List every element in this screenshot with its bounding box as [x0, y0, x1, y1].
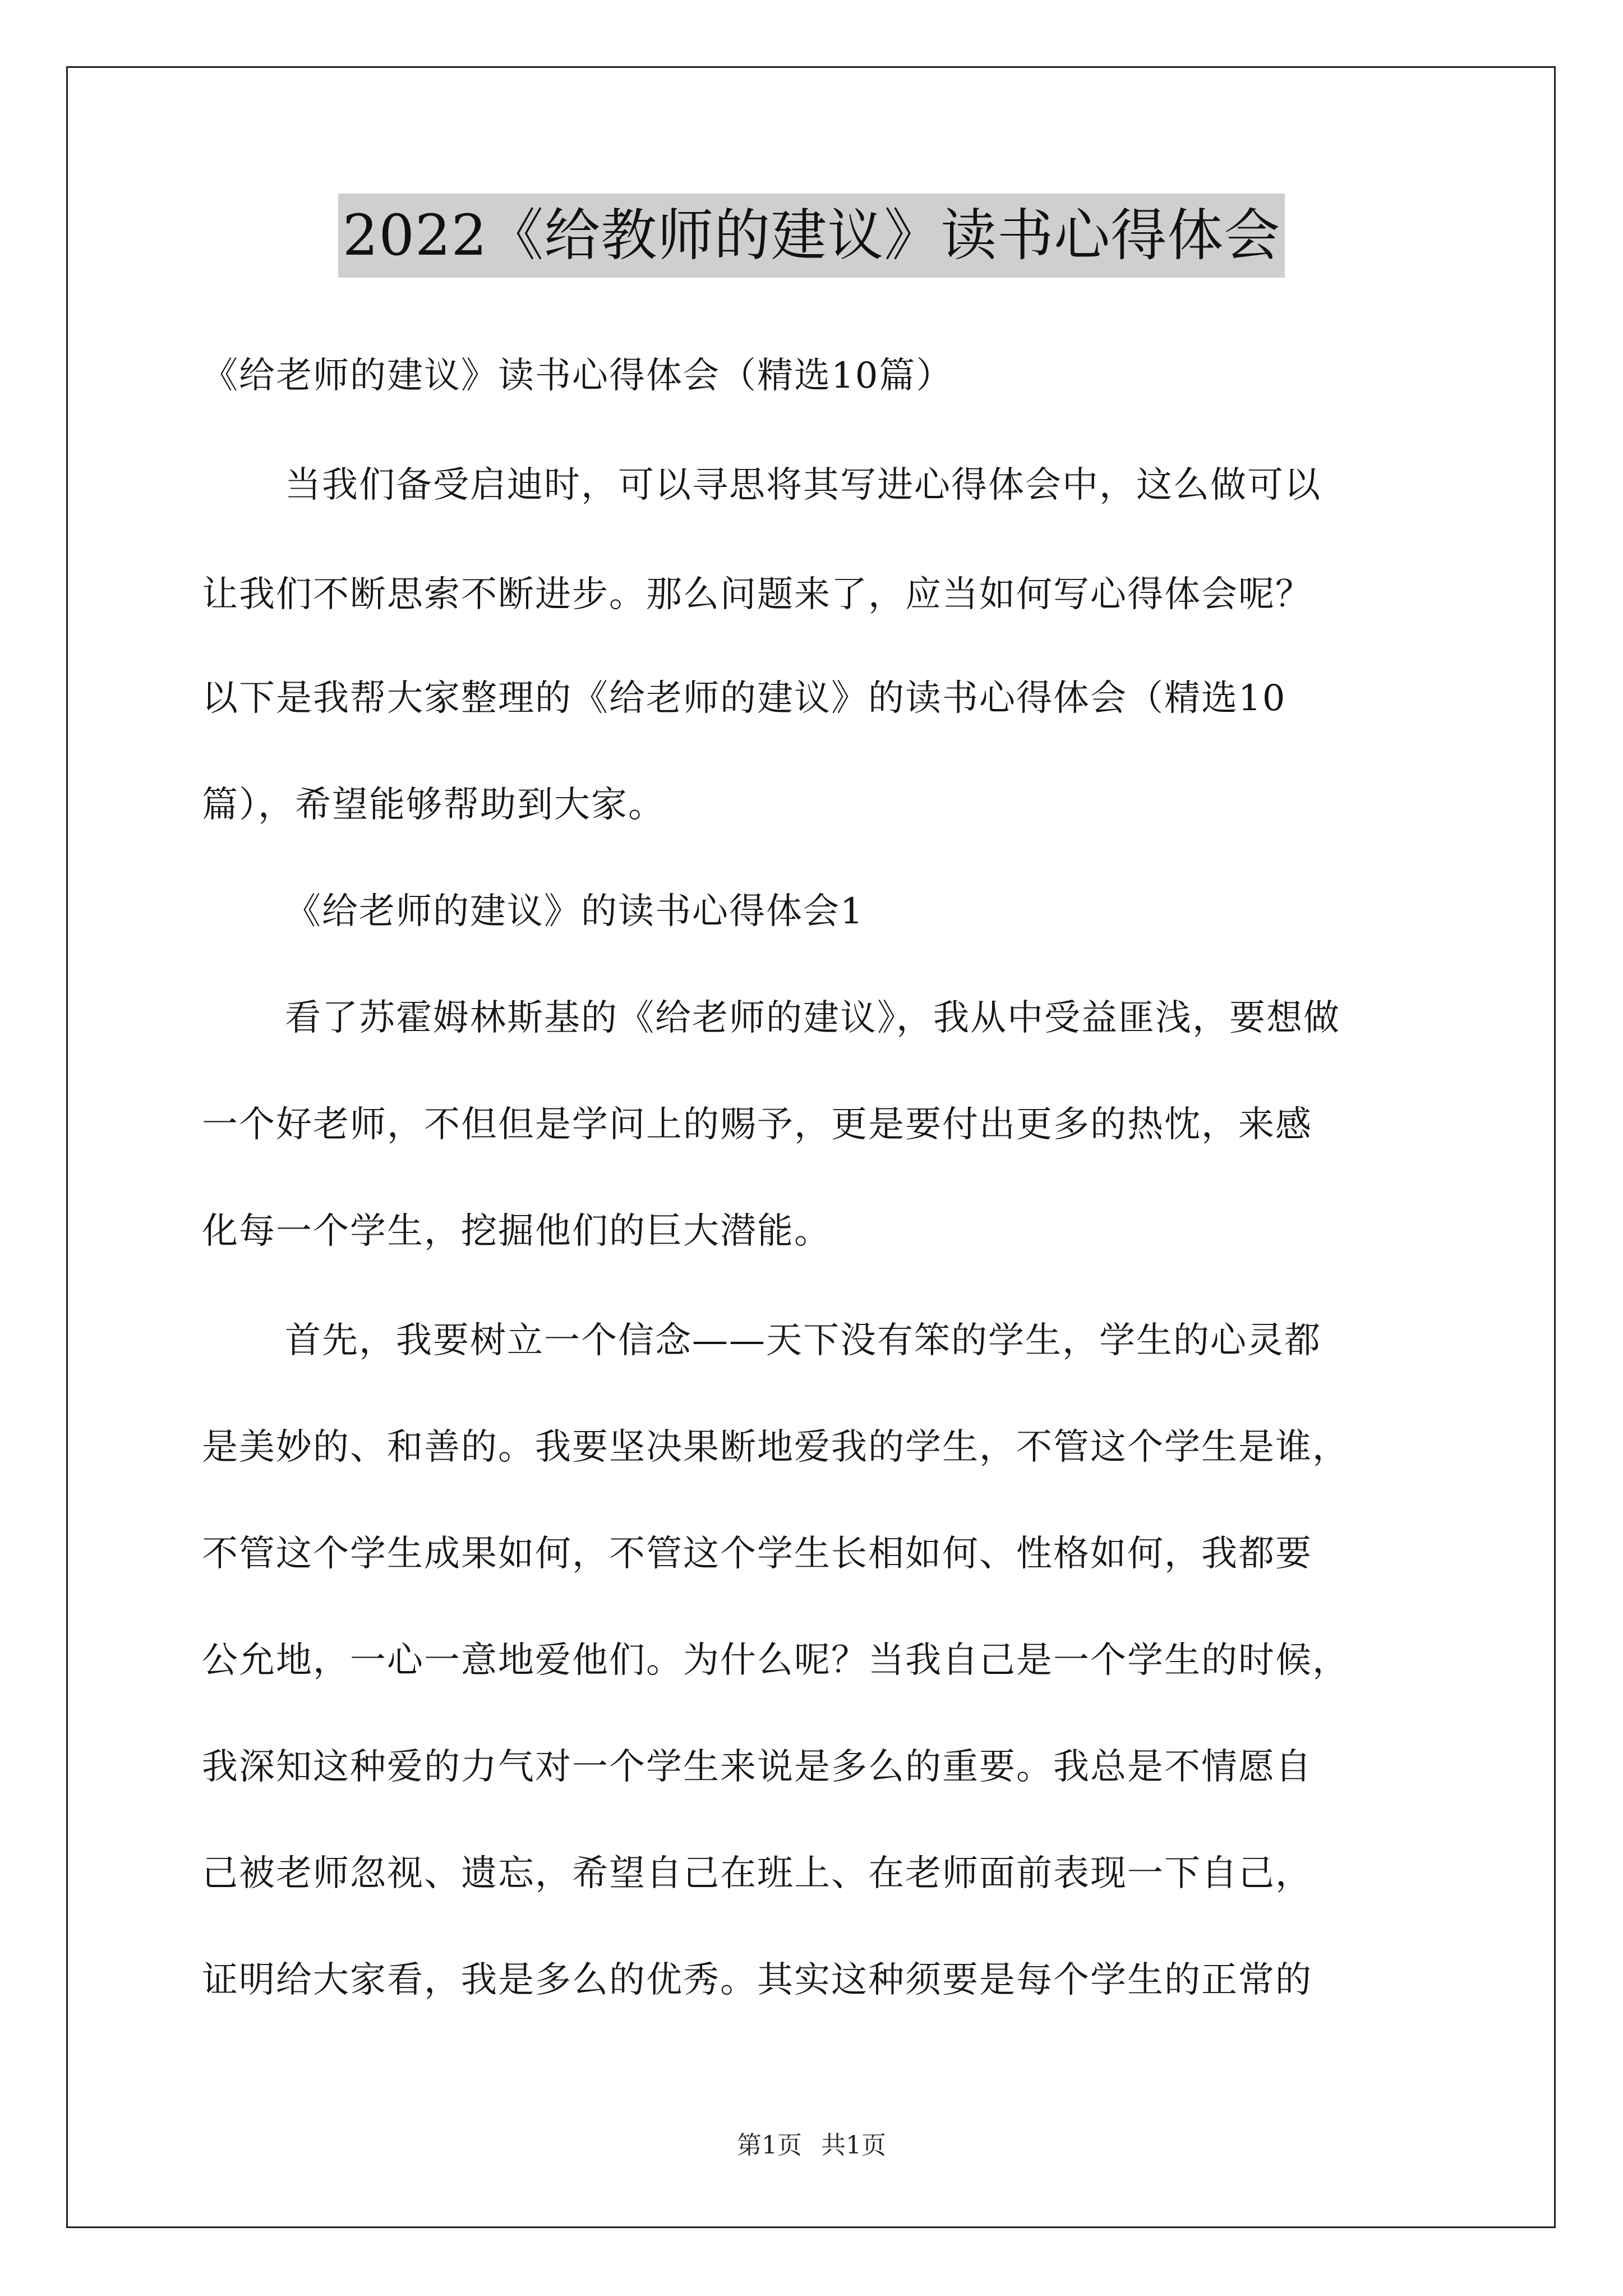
page-number: 第1页: [737, 2131, 802, 2160]
paragraph2-line-2: 是美妙的、和善的。我要坚决果断地爱我的学生，不管这个学生是谁，: [202, 1427, 1349, 1468]
paragraph1-line-3: 化每一个学生，挖掘他们的巨大潜能。: [202, 1211, 831, 1252]
paragraph1-line-2: 一个好老师，不但但是学问上的赐予，更是要付出更多的热忱，来感: [202, 1104, 1312, 1145]
page-footer: [0, 2129, 1623, 2162]
document-subtitle: 《给老师的建议》读书心得体会（精选10篇）: [202, 355, 953, 397]
intro-line-1: 当我们备受启迪时，可以寻思将其写进心得体会中，这么做可以: [285, 464, 1321, 506]
title-container: [0, 194, 1623, 278]
intro-line-4: 篇），希望能够帮助到大家。: [202, 784, 665, 826]
document-title: 2022《给教师的建议》读书心得体会: [338, 194, 1285, 278]
intro-line-3: 以下是我帮大家整理的《给老师的建议》的读书心得体会（精选10: [202, 678, 1287, 719]
intro-line-2: 让我们不断思索不断进步。那么问题来了，应当如何写心得体会呢？: [202, 574, 1312, 615]
paragraph2-line-3: 不管这个学生成果如何，不管这个学生长相如何、性格如何，我都要: [202, 1533, 1312, 1575]
paragraph2-line-4: 公允地，一心一意地爱他们。为什么呢？当我自己是一个学生的时候，: [202, 1640, 1349, 1681]
paragraph2-line-7: 证明给大家看，我是多么的优秀。其实这种须要是每个学生的正常的: [202, 1959, 1312, 2001]
paragraph2-line-5: 我深知这种爱的力气对一个学生来说是多么的重要。我总是不情愿自: [202, 1746, 1312, 1788]
paragraph2-line-1: 首先，我要树立一个信念——天下没有笨的学生，学生的心灵都: [285, 1320, 1321, 1361]
paragraph2-line-6: 己被老师忽视、遗忘，希望自己在班上、在老师面前表现一下自己，: [202, 1853, 1312, 1894]
paragraph1-line-1: 看了苏霍姆林斯基的《给老师的建议》，我从中受益匪浅，要想做: [285, 997, 1340, 1039]
section-heading: 《给老师的建议》的读书心得体会1: [285, 891, 864, 932]
page-total: 共1页: [821, 2131, 886, 2160]
